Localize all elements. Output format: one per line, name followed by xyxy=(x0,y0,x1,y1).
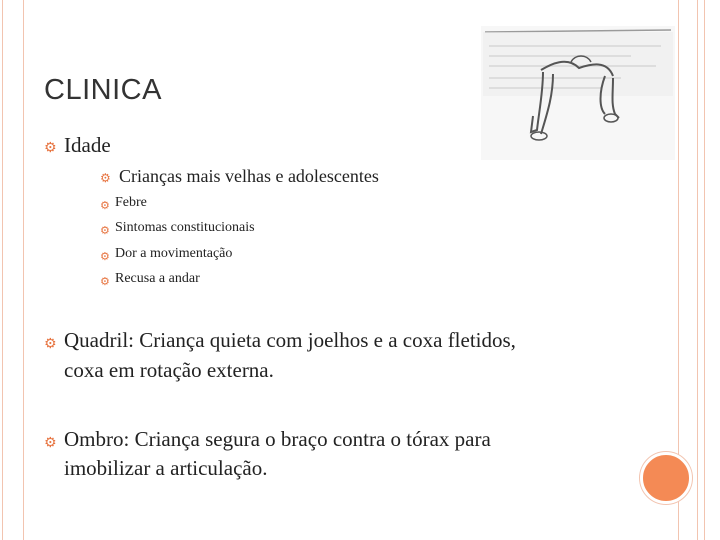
sub-bullet-age-group: Crianças mais velhas e adolescentes xyxy=(119,166,379,186)
bullet-ombro-line1: Ombro: Criança segura o braço contra o tórax para xyxy=(64,427,491,451)
right-outer-border-decoration xyxy=(704,0,716,540)
bullet-idade: Idade xyxy=(64,133,111,157)
gear-bullet-icon: ⚙ xyxy=(44,435,57,451)
left-border-decoration xyxy=(2,0,24,540)
symptom-item: Sintomas constitucionais xyxy=(115,220,255,235)
gear-bullet-icon: ⚙ xyxy=(100,224,110,237)
symptom-item: Recusa a andar xyxy=(115,271,200,286)
decorative-circle xyxy=(640,452,692,504)
slide-title: CLINICA xyxy=(44,74,162,106)
bullet-ombro-line2: imobilizar a articulação. xyxy=(64,456,268,480)
gear-bullet-icon: ⚙ xyxy=(100,171,111,185)
gear-bullet-icon: ⚙ xyxy=(44,336,57,352)
bullet-quadril-line1: Quadril: Criança quieta com joelhos e a coxa fletidos, xyxy=(64,328,516,352)
gear-bullet-icon: ⚙ xyxy=(100,275,110,288)
symptom-item: Febre xyxy=(115,195,147,210)
gear-bullet-icon: ⚙ xyxy=(100,199,110,212)
child-illustration-image xyxy=(481,26,675,160)
gear-bullet-icon: ⚙ xyxy=(100,250,110,263)
symptom-item: Dor a movimentação xyxy=(115,246,233,261)
gear-bullet-icon: ⚙ xyxy=(44,140,57,156)
bullet-quadril-line2: coxa em rotação externa. xyxy=(64,358,274,382)
